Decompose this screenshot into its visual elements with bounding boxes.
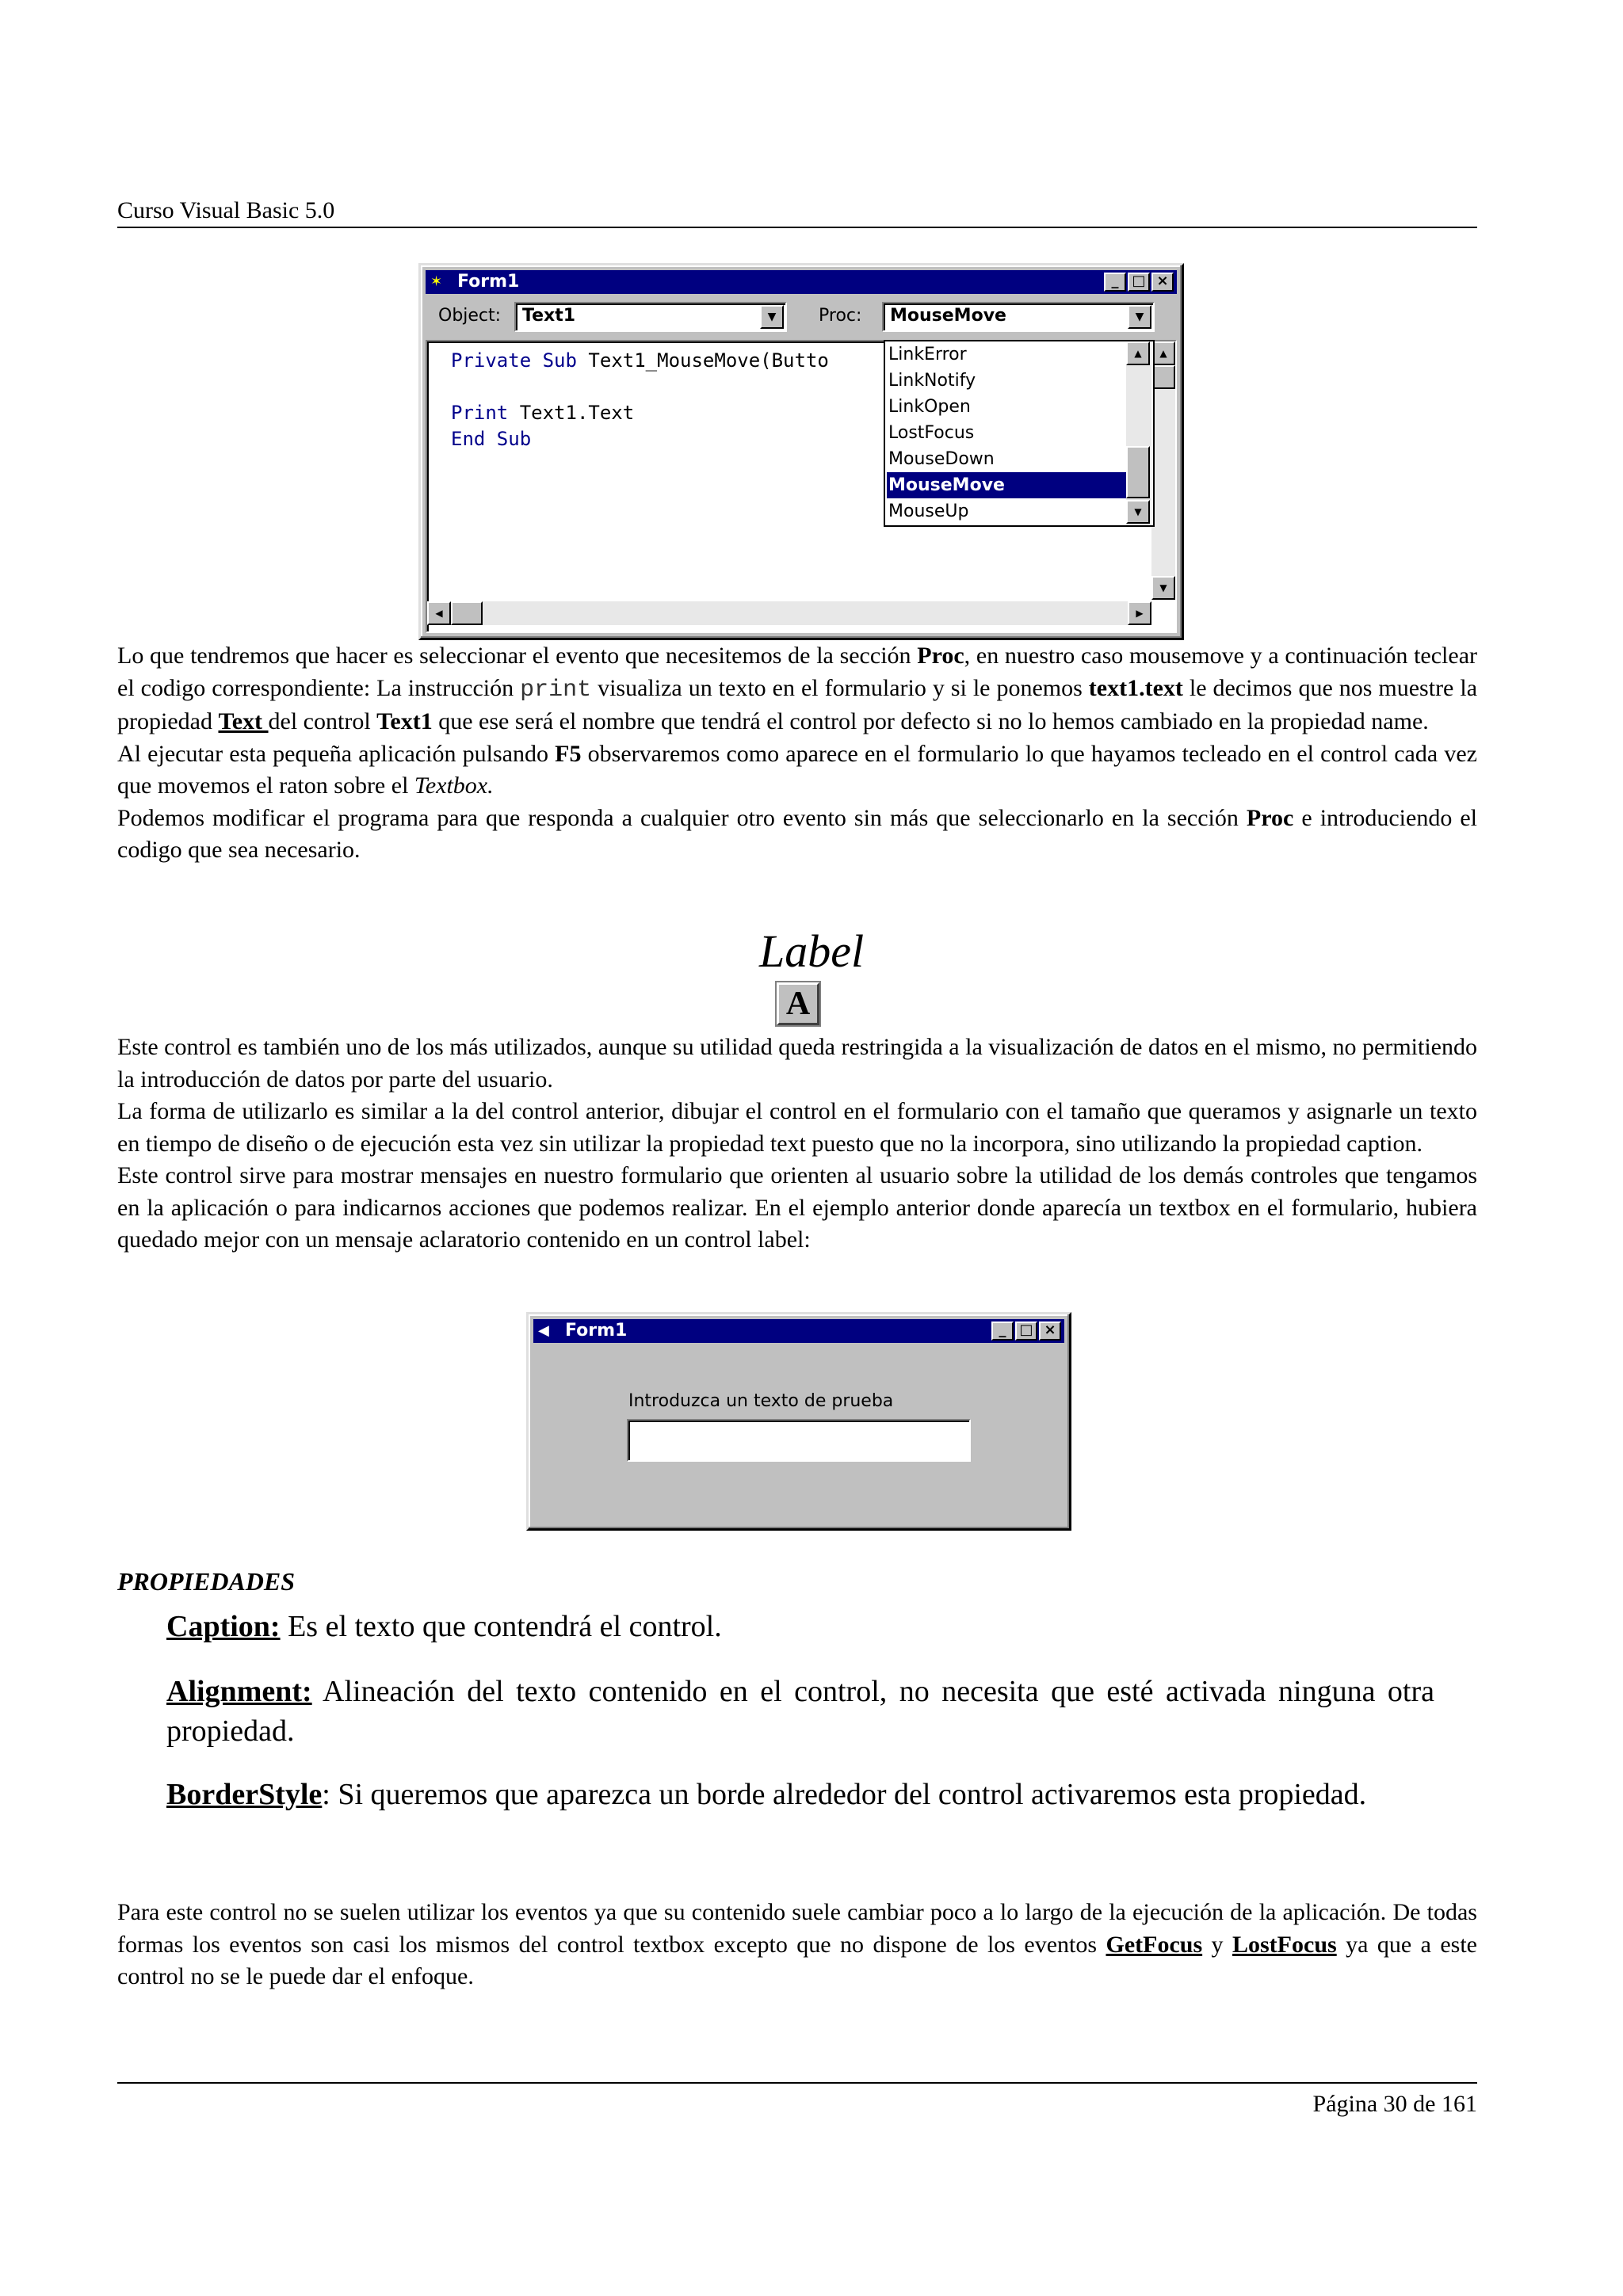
- paragraph-label-purpose: Este control sirve para mostrar mensajes en nuestro formulario que orienten al usuario sobre la utilidad de los demás controles que tengamos en la aplicación o para indicarnos acciones que podemos realizar. En el ejemplo anterior donde aparecía un textbox en el formulario, hubiera quedado mejor con un mensaje aclaratorio contenido en un control label:: [117, 1162, 1477, 1253]
- paragraph-label-usage: La forma de utilizarlo es similar a la del control anterior, dibujar el control en el formulario con el tamaño que queramos y asignarle un texto en tiempo de diseño o de ejecución esta vez sin utilizar la propiedad text puesto que no la incorpora, sino utilizando la propiedad caption.: [117, 1098, 1477, 1157]
- list-item[interactable]: LostFocus: [888, 423, 975, 443]
- body-text-2: [117, 1032, 1477, 1257]
- proc-label: Proc:: [819, 306, 862, 326]
- property-borderstyle: BorderStyle: Si queremos que aparezca un borde alrededor del control activaremos esta propiedad.: [166, 1778, 1367, 1811]
- scroll-up-icon[interactable]: ▲: [1126, 341, 1150, 365]
- list-item-selected[interactable]: MouseMove: [887, 472, 1131, 498]
- form-window: [526, 1312, 1071, 1531]
- paragraph-label-intro: Este control es también uno de los más utilizados, aunque su utilidad queda restringida a la visualización de datos en el mismo, no permitiendo la introducción de datos por parte del usuario.: [117, 1034, 1477, 1093]
- page-number: Página 30 de 161: [1312, 2091, 1477, 2117]
- list-item[interactable]: LinkNotify: [888, 371, 976, 391]
- proc-combo[interactable]: [882, 302, 1155, 332]
- proc-dropdown-list[interactable]: [884, 340, 1155, 527]
- body-text-3: [117, 1897, 1477, 1993]
- maximize-icon[interactable]: □: [1128, 273, 1150, 292]
- code-line-3: End Sub: [451, 428, 532, 450]
- code-window-titlebar: [426, 270, 1177, 294]
- property-caption: Caption: Es el texto que contendrá el control.: [166, 1610, 722, 1643]
- scroll-up-icon[interactable]: ▲: [1151, 341, 1175, 365]
- list-item[interactable]: LinkError: [888, 345, 967, 364]
- form-icon: ◀: [538, 1322, 549, 1339]
- form-textbox[interactable]: [627, 1419, 971, 1462]
- chevron-down-icon[interactable]: ▼: [760, 305, 784, 329]
- code-window: [418, 263, 1184, 640]
- paragraph-events: Para este control no se suelen utilizar los eventos ya que su contenido suele cambiar poco a lo largo de la ejecución de la aplicación. De todas formas los eventos son casi los mismos del control textbox excepto que no dispone de los eventos GetFocus y LostFocus ya que a este control no se le puede dar el enfoque.: [117, 1899, 1478, 1989]
- paragraph-modify: Podemos modificar el programa para que responda a cualquier otro evento sin más que seleccionarlo en la sección Proc e introduciendo el codigo que sea necesario.: [117, 804, 1477, 863]
- list-item[interactable]: MouseUp: [888, 502, 969, 521]
- scroll-right-icon[interactable]: ▶: [1128, 601, 1151, 625]
- scroll-left-icon[interactable]: ◀: [427, 601, 451, 625]
- maximize-icon[interactable]: □: [1015, 1322, 1037, 1341]
- editor-vertical-scrollbar[interactable]: [1151, 341, 1175, 600]
- scroll-down-icon[interactable]: ▼: [1151, 576, 1175, 600]
- label-control-icon: A: [777, 982, 819, 1025]
- form-window-title: Form1: [565, 1321, 628, 1341]
- scroll-down-icon[interactable]: ▼: [1126, 500, 1150, 524]
- close-icon[interactable]: ×: [1039, 1322, 1061, 1341]
- object-combo-value: Text1: [522, 306, 576, 326]
- body-text-1: [117, 640, 1477, 867]
- list-item[interactable]: MouseDown: [888, 449, 995, 469]
- object-label: Object:: [438, 306, 502, 326]
- proc-combo-value: MouseMove: [890, 306, 1006, 326]
- minimize-icon[interactable]: _: [1104, 273, 1126, 292]
- page-header: Curso Visual Basic 5.0: [117, 196, 1477, 228]
- vb-form-icon: ✶: [430, 273, 443, 290]
- dropdown-scrollbar[interactable]: [1126, 341, 1151, 525]
- editor-horizontal-scrollbar[interactable]: [427, 601, 1151, 625]
- properties-title: PROPIEDADES: [117, 1567, 296, 1596]
- paragraph-f5: Al ejecutar esta pequeña aplicación pulsando F5 observaremos como aparece en el formulario lo que hayamos tecleado en el control cada vez que movemos el raton sobre el Textbox.: [117, 740, 1477, 799]
- paragraph-proc: Lo que tendremos que hacer es seleccionar el evento que necesitemos de la sección Proc, en nuestro caso mousemove y a continuación teclear el codigo correspondiente: La instrucción print visualiza un texto en el formulario y si le ponemos text1.text le decimos que nos muestre la propiedad Text del control Text1 que ese será el nombre que tendrá el control por defecto si no lo hemos cambiado en la propiedad name.: [117, 643, 1478, 734]
- property-alignment: Alignment: Alineación del texto contenido en el control, no necesita que esté activada ninguna otra propiedad.: [166, 1675, 1434, 1748]
- code-line-2: Print Text1.Text: [451, 402, 635, 424]
- scroll-thumb[interactable]: [1151, 365, 1175, 389]
- close-icon[interactable]: ×: [1151, 273, 1174, 292]
- form-window-titlebar: [533, 1319, 1064, 1343]
- footer-rule: [117, 2082, 1477, 2084]
- code-line-1: Private Sub Text1_MouseMove(Butto: [451, 349, 829, 372]
- list-item[interactable]: LinkOpen: [888, 397, 971, 417]
- scroll-thumb[interactable]: [1126, 446, 1150, 498]
- form-label: Introduzca un texto de prueba: [628, 1391, 894, 1411]
- minimize-icon[interactable]: _: [991, 1322, 1014, 1341]
- scroll-thumb[interactable]: [451, 601, 483, 625]
- code-window-title: Form1: [457, 272, 520, 292]
- chevron-down-icon[interactable]: ▼: [1128, 305, 1151, 329]
- section-title: Label: [758, 925, 865, 977]
- object-combo[interactable]: [514, 302, 787, 332]
